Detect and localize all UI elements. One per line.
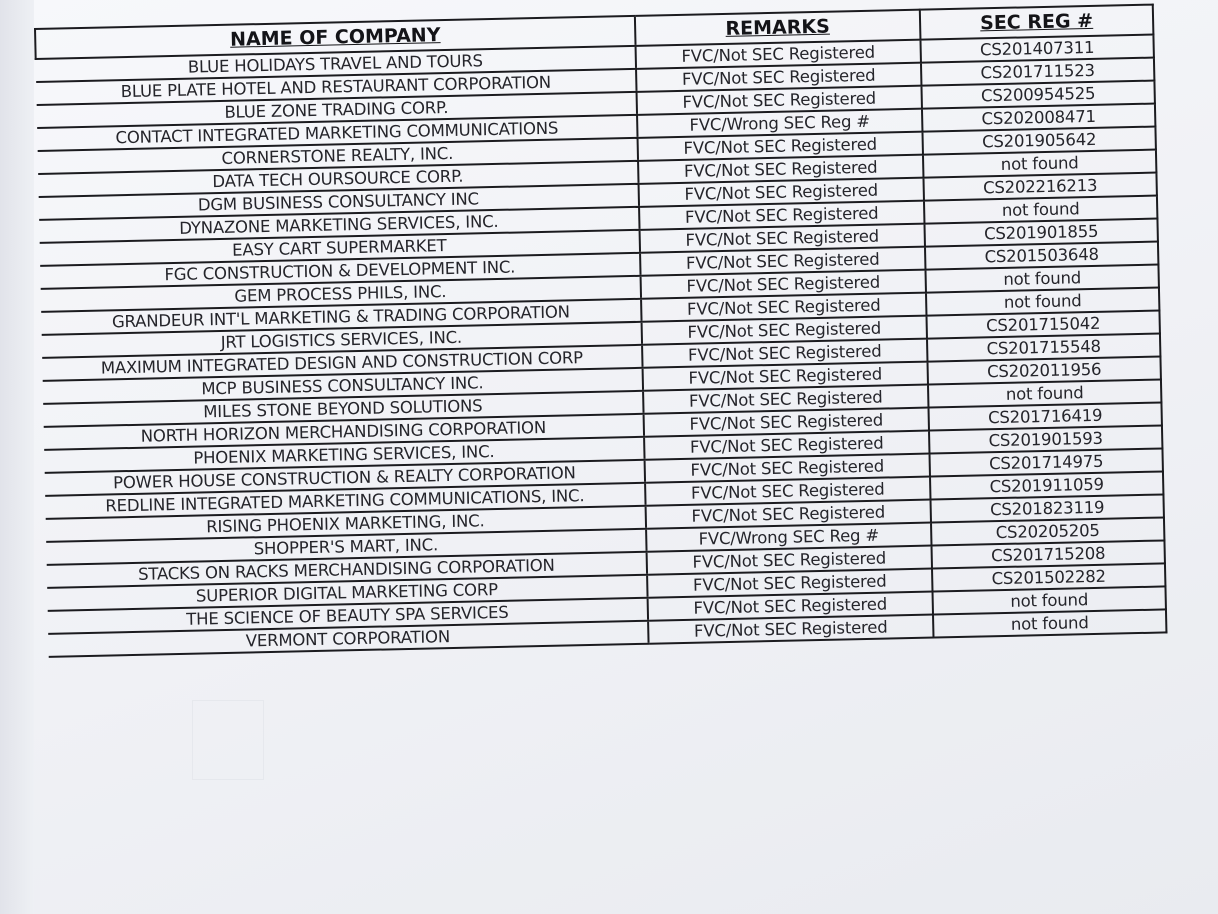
remarks-cell: FVC/Not SEC Registered bbox=[641, 293, 926, 322]
remarks-cell: FVC/Not SEC Registered bbox=[642, 316, 927, 345]
company-name-cell: POWER HOUSE CONSTRUCTION & REALTY CORPORATION bbox=[45, 460, 645, 496]
company-name-cell: STACKS ON RACKS MERCHANDISING CORPORATION bbox=[47, 552, 647, 588]
remarks-cell: FVC/Not SEC Registered bbox=[645, 477, 930, 506]
sec-reg-cell: CS201901855 bbox=[924, 219, 1157, 247]
sec-reg-cell: CS201823119 bbox=[931, 494, 1164, 522]
remarks-cell: FVC/Not SEC Registered bbox=[644, 408, 929, 437]
sec-reg-cell: not found bbox=[933, 609, 1166, 637]
remarks-cell: FVC/Not SEC Registered bbox=[637, 86, 922, 115]
company-name-cell: CONTACT INTEGRATED MARKETING COMMUNICATIONS bbox=[37, 115, 637, 151]
sec-reg-cell: CS202216213 bbox=[923, 173, 1156, 201]
sec-reg-cell: CS200954525 bbox=[921, 81, 1154, 109]
remarks-cell: FVC/Not SEC Registered bbox=[648, 592, 933, 621]
company-name-cell: DGM BUSINESS CONSULTANCY INC bbox=[39, 184, 639, 220]
company-name-cell: GEM PROCESS PHILS, INC. bbox=[41, 276, 641, 312]
company-name-cell: REDLINE INTEGRATED MARKETING COMMUNICATIONS, INC. bbox=[45, 483, 645, 519]
remarks-cell: FVC/Not SEC Registered bbox=[643, 385, 928, 414]
faint-bleed-mark bbox=[192, 700, 264, 780]
sec-reg-cell: CS201911059 bbox=[930, 471, 1163, 499]
company-name-cell: BLUE ZONE TRADING CORP. bbox=[37, 92, 637, 128]
sec-reg-cell: CS201901593 bbox=[929, 425, 1162, 453]
remarks-cell: FVC/Not SEC Registered bbox=[648, 615, 933, 644]
remarks-cell: FVC/Not SEC Registered bbox=[640, 224, 925, 253]
sec-reg-cell: CS201407311 bbox=[920, 35, 1153, 63]
company-name-cell: DATA TECH OURSOURCE CORP. bbox=[38, 161, 638, 197]
remarks-cell: FVC/Not SEC Registered bbox=[647, 569, 932, 598]
company-name-cell: MAXIMUM INTEGRATED DESIGN AND CONSTRUCTION CORP bbox=[42, 345, 642, 381]
remarks-cell: FVC/Wrong SEC Reg # bbox=[637, 109, 922, 138]
sec-reg-cell: not found bbox=[924, 196, 1157, 224]
company-name-cell: MCP BUSINESS CONSULTANCY INC. bbox=[43, 368, 643, 404]
remarks-cell: FVC/Not SEC Registered bbox=[640, 247, 925, 276]
remarks-cell: FVC/Not SEC Registered bbox=[644, 431, 929, 460]
sec-reg-cell: CS201502282 bbox=[932, 563, 1165, 591]
sec-reg-cell: CS201715208 bbox=[932, 540, 1165, 568]
sec-reg-cell: CS201711523 bbox=[921, 58, 1154, 86]
remarks-cell: FVC/Wrong SEC Reg # bbox=[646, 523, 931, 552]
remarks-cell: FVC/Not SEC Registered bbox=[645, 454, 930, 483]
sec-reg-cell: not found bbox=[928, 379, 1161, 407]
company-name-cell: SHOPPER'S MART, INC. bbox=[46, 529, 646, 565]
sec-reg-cell: CS201715548 bbox=[927, 334, 1160, 362]
company-name-cell: EASY CART SUPERMARKET bbox=[40, 230, 640, 266]
header-remarks: REMARKS bbox=[635, 10, 921, 46]
remarks-cell: FVC/Not SEC Registered bbox=[642, 339, 927, 368]
remarks-cell: FVC/Not SEC Registered bbox=[638, 155, 923, 184]
sec-reg-cell: CS201715042 bbox=[926, 311, 1159, 339]
sec-reg-cell: CS202008471 bbox=[922, 104, 1155, 132]
remarks-cell: FVC/Not SEC Registered bbox=[638, 132, 923, 161]
sec-reg-cell: CS201503648 bbox=[925, 242, 1158, 270]
company-name-cell: GRANDEUR INT'L MARKETING & TRADING CORPORATION bbox=[41, 299, 641, 335]
company-name-cell: BLUE PLATE HOTEL AND RESTAURANT CORPORATION bbox=[36, 69, 636, 105]
sec-reg-cell: CS201905642 bbox=[922, 127, 1155, 155]
company-name-cell: NORTH HORIZON MERCHANDISING CORPORATION bbox=[44, 414, 644, 450]
sec-reg-cell: not found bbox=[925, 265, 1158, 293]
sec-reg-cell: CS201714975 bbox=[929, 448, 1162, 476]
company-name-cell: FGC CONSTRUCTION & DEVELOPMENT INC. bbox=[40, 253, 640, 289]
company-name-cell: VERMONT CORPORATION bbox=[48, 621, 648, 657]
company-name-cell: DYNAZONE MARKETING SERVICES, INC. bbox=[39, 207, 639, 243]
document-body bbox=[34, 3, 1193, 658]
sec-reg-cell: not found bbox=[933, 586, 1166, 614]
sec-reg-cell: not found bbox=[923, 150, 1156, 178]
remarks-cell: FVC/Not SEC Registered bbox=[639, 201, 924, 230]
company-name-cell: CORNERSTONE REALTY, INC. bbox=[38, 138, 638, 174]
sec-reg-cell: CS20205205 bbox=[931, 517, 1164, 545]
remarks-cell: FVC/Not SEC Registered bbox=[647, 546, 932, 575]
remarks-cell: FVC/Not SEC Registered bbox=[636, 40, 921, 69]
remarks-cell: FVC/Not SEC Registered bbox=[636, 63, 921, 92]
sec-reg-cell: CS202011956 bbox=[927, 357, 1160, 385]
remarks-cell: FVC/Not SEC Registered bbox=[646, 500, 931, 529]
remarks-cell: FVC/Not SEC Registered bbox=[643, 362, 928, 391]
sec-reg-cell: not found bbox=[926, 288, 1159, 316]
remarks-cell: FVC/Not SEC Registered bbox=[639, 178, 924, 207]
company-name-cell: MILES STONE BEYOND SOLUTIONS bbox=[43, 391, 643, 427]
header-sec-reg: SEC REG # bbox=[920, 5, 1154, 40]
remarks-cell: FVC/Not SEC Registered bbox=[641, 270, 926, 299]
company-name-cell: JRT LOGISTICS SERVICES, INC. bbox=[42, 322, 642, 358]
company-name-cell: THE SCIENCE OF BEAUTY SPA SERVICES bbox=[48, 598, 648, 634]
sec-reg-cell: CS201716419 bbox=[928, 402, 1161, 430]
company-name-cell: RISING PHOENIX MARKETING, INC. bbox=[46, 506, 646, 542]
header-name-of-company: NAME OF COMPANY bbox=[35, 16, 636, 59]
paper-edge-shadow bbox=[0, 0, 34, 914]
company-name-cell: SUPERIOR DIGITAL MARKETING CORP bbox=[47, 575, 647, 611]
company-name-cell: BLUE HOLIDAYS TRAVEL AND TOURS bbox=[36, 46, 636, 82]
company-name-cell: PHOENIX MARKETING SERVICES, INC. bbox=[44, 437, 644, 473]
company-table bbox=[34, 4, 1167, 658]
